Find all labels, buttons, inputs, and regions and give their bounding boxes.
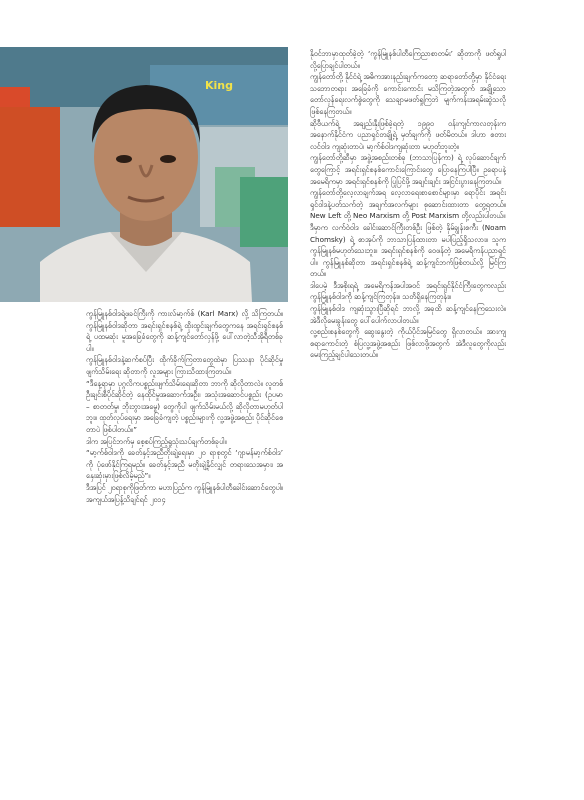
paragraph: ဒါပေမဲ့ ဒီအစိုးရရဲ့ အမေရိကန်အပါအဝင် အရင်းရှင်နိုင်ငံကြီးတွေကလည်း ကွန်မြူနစ်ဝါဒကို ဆန့်ကျင်ကြတုန်း။ သတိရှိနေကြတုန်း။ bbox=[310, 280, 506, 302]
paragraph: ကျွန်တော်တို့လေ့လာချက်အရ လေ့လာရေးစာစောင်များမှာ ရောပိုင်း အရင်းရှင်ဝါဒနဲ့ပတ်သက်တဲ့ အချက်အလက်များ စုဆောင်းထားတာ တွေ့ရတယ်။ New Left တို့ Neo Marxism တို့ Post Marxism တို့လည်းပါတယ်။ bbox=[310, 188, 506, 221]
paragraph: ဆိုဗီယက်ရဲ့ အချည်းနှီးဖြစ်ခဲ့ရတဲ့ ၁၉၉၀ ဝန်းကျင်ကာလတုန်းက အနောက်နိုင်ငံက ပညာရှင်တချို့ရဲ့ မှတ်ချက်ကို ဖတ်မိတယ်။ ဒါဟာ စတားလင်ဝါဒ ကျဆုံးတာပဲ၊ မာ့က်စ်ဝါဒကျဆုံးတာ မဟုတ်ဘူးတဲ့။ bbox=[310, 118, 506, 151]
paragraph: ကွန်မြူနစ်ဝါဒရဲ့ဖခင်ကြီးကို ကားလ်မာ့က်စ် (Karl Marx) လို့ သိကြတယ်။ ကွန်မြူနစ်ဝါဒဆိုတာ အရင်းရှင်စနစ်ရဲ့ ထိုးထွင်းချက်တွေကနေ အရင်းရှင်စနစ်ရဲ့ ပထမဆုံး မူအခြေခံတွေကို ဆန့်ကျင်တော်လှန်ဖို့ ပေါ်လာတဲ့သီအိုရီတစ်ခုပါ။ bbox=[86, 309, 283, 353]
portrait-photo bbox=[0, 47, 288, 302]
portrait-illustration bbox=[0, 47, 288, 302]
right-text-column bbox=[310, 48, 506, 790]
paragraph: “မာ့က်စ်ဝါဒကို ခေတ်နှင့်အညီတိုးချဲ့ရေးမှာ ၂၀ ရာစုတွင် ‘ဂျာမန်မာ့က်စ်ဝါဒ’ ကို ပုံဖော်နိုင်ကြရမည်။ ခေတ်နှင့်အညီ မတိုးချဲ့နိုင်လျှင် တရားသေအမှား၊ အနှေးဆုံးမှားဖြစ်လိမ့်မည်”။ bbox=[86, 448, 283, 481]
paragraph: ကွန်မြူနစ်ဝါဒနဲ့ဆက်စပ်ပြီး ထိုက်ခိုက်ကြတာတွေထဲမှာ ပြဿနာ ပိုင်ဆိုင်မှုဖျက်သိမ်းရေး ဆိုတာကို လူအများ ကြားသိထားကြတယ်။ bbox=[86, 355, 283, 376]
paragraph: ဒါက အပြင်ဘက်မှ စေ့စပ်ကြည့်ရှုသုံးသပ်ချက်တစ်ခုပါ။ bbox=[86, 436, 227, 446]
paragraph: နိုဝင်ဘာမှာထုတ်ခဲ့တဲ့ ‘ကွန်မြူနစ်ပါတီကြေညာစာတမ်း’ ဆိုတာကို ဖတ်ရှုပါလို့ပြောချင်ပါတယ်။ bbox=[310, 49, 506, 70]
paragraph: လူ့စည်းစနစ်တွေကို ဆွေးနွေးတဲ့ ကိုယ်ပိုင်အမြင်တွေ ရှိလာတယ်။ အားကျစရာကောင်းတဲ့ စံပြလူ့အဖွဲ့အစည်း ဖြစ်လာဖို့အတွက် အဲဒီလူတွေကိုလည်း မေးကြည့်ချင်ပါသေးတယ်။ bbox=[310, 327, 506, 360]
paragraph: ကျွန်တော်တို့ဆီမှာ အဖွဲ့အစည်းတစ်ခု (ဘာသာပြန်ကာ) ရဲ့ လုပ်ဆောင်ချက်တွေကြောင့် အရင်းရှင်စနစ်ကောင်းကြောင်းတွေ ပြောနေကြပါပြီ။ ဥရောပနဲ့ အမေရိကမှာ အရင်းရှင်စနစ်ကို ပြုပြင်ဖို့ အချင်းချင်း အငြင်းပွားနေကြတယ်။ bbox=[310, 153, 506, 186]
sign-text: King bbox=[205, 79, 233, 92]
paragraph: ဒီမှာက လက်ဝဲဝါဒ ခေါင်းဆောင်ကြီးတစ်ဦး ဖြစ်တဲ့ နိုမ်ချွန်းစကီး (Noam Chomsky) ရဲ့ စာအုပ်ကို ဘာသာပြန်ထားတာ မပါပြည့်ရှိသလား။ သူက ကွန်မြူနစ်မဟုတ်သေးဘူး။ အရင်းရှင်စနစ်ကို ဝေဖန်တဲ့ အမေရိကန်ပညာရှင်ပါ။ ကွန်မြူနစ်ဆိုတာ အရင်းရှင်စနစ်ရဲ့ ဆန့်ကျင်ဘက်ဖြစ်တယ်လို့ မြင်ကြတယ်။ bbox=[310, 222, 506, 279]
paragraph: ကွန်မြူနစ်ဝါဒ ကျဆုံးသွားပြီဆိုရင် ဘာလို့ အခုထိ ဆန့်ကျင်နေကြသေးလဲ။ အဲဒီလိုမေးခွန်းတွေ ပေါ်ပေါက်လာပါတယ်။ bbox=[310, 304, 506, 325]
paragraph: “ဒီနေ့ရာမှာ ပုဂ္ဂလိကပစ္စည်းဖျက်သိမ်းရေးဆိုတာ ဘာကို ဆိုလိုတာလဲ။ လူတစ်ဦးချင်းစီပိုင်ဆိုင်တဲ့ နေထိုင်မှုအဆောက်အဦး၊ အသုံးအဆောင်ပစ္စည်း (ဥပမာ – စာတတ်မှု၊ ဘိုးဘွားအမွေ) တွေကိုပါ ဖျက်သိမ်းမယ်လို့ ဆိုလိုတာမဟုတ်ပါဘူး။ ထုတ်လုပ်ရေးမှာ အခြေခံကျတဲ့ ပစ္စည်းများကို လူ့အဖွဲ့အစည်း ပိုင်ဆိုင်စေတာပဲ ဖြစ်ပါတယ်။” bbox=[86, 378, 283, 434]
left-text-column bbox=[86, 308, 283, 790]
paragraph: ကျွန်တော်တို့ နိုင်ငံရဲ့ အဓိကအားနည်းချက်ကတော့ ဆရာတော်တို့မှာ နိုင်ငံရေးသဘောတရား အခြေခံကို ကောင်းကောင်း မသိကြတဲ့အတွက် အချို့သော တော်လှန်ရေးလက်စွဲတွေကို သေချာမဖတ်ရှုကြဘဲ မျက်ကန်းအရမ်းဆွဲသလို ဖြစ်နေကြတယ်။ bbox=[310, 72, 506, 116]
paragraph: ဒီအပြင် ၂၀ရာစုကိုဖြတ်ကာ မဟာပြည်က ကွန်မြူနစ်ပါတီခေါင်းဆောင်တွေပါ။ အကျယ်အပြန့်သိချင်ရင် ၂၀၁၄ bbox=[86, 482, 283, 504]
